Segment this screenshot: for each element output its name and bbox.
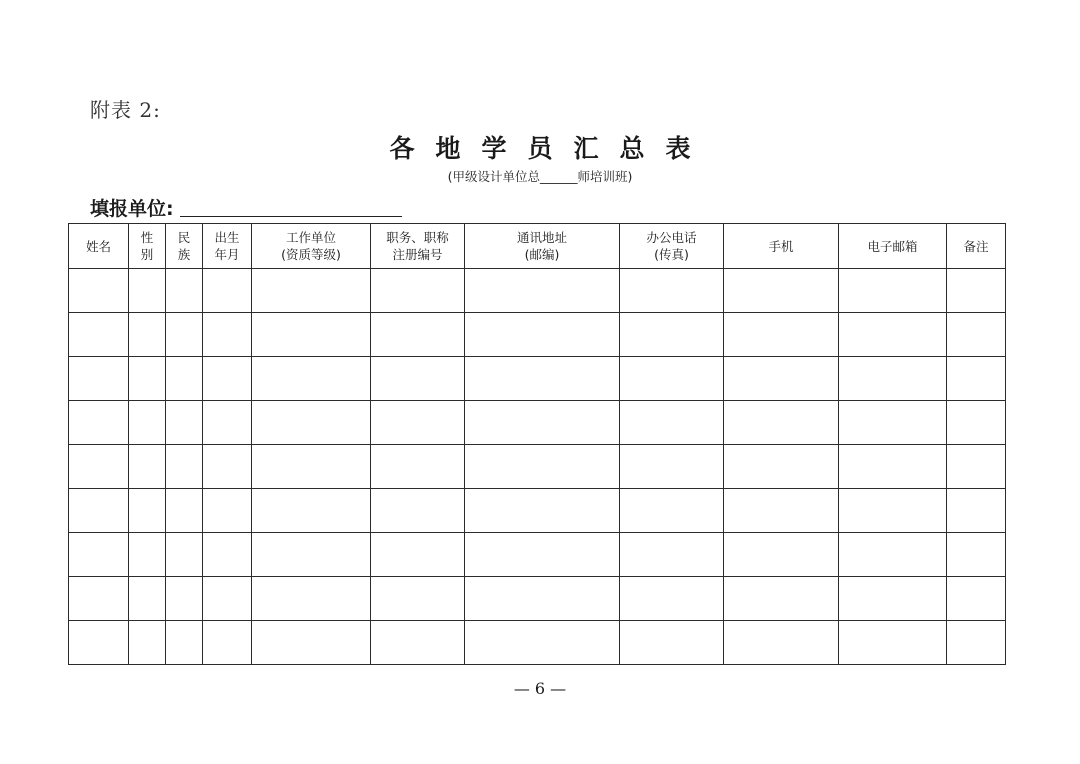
table-cell (203, 445, 252, 489)
header-cell: 通讯地址 (邮编) (465, 224, 620, 269)
reporting-unit-label: 填报单位: (90, 198, 174, 220)
table-cell (947, 621, 1006, 665)
table-cell (839, 577, 947, 621)
table-cell (166, 313, 203, 357)
table-cell (166, 357, 203, 401)
table-cell (465, 313, 620, 357)
table-row (69, 445, 1006, 489)
table-cell (465, 577, 620, 621)
table-cell (166, 489, 203, 533)
table-cell (947, 445, 1006, 489)
table-cell (203, 269, 252, 313)
table-cell (69, 269, 129, 313)
table-cell (252, 313, 371, 357)
table-cell (252, 357, 371, 401)
table-cell (839, 313, 947, 357)
table-cell (129, 577, 166, 621)
table-cell (203, 577, 252, 621)
header-cell: 民 族 (166, 224, 203, 269)
table-cell (69, 445, 129, 489)
table-cell (620, 621, 724, 665)
table-cell (129, 357, 166, 401)
table-cell (371, 577, 465, 621)
table-row (69, 401, 1006, 445)
table-cell (129, 401, 166, 445)
table-cell (69, 533, 129, 577)
table-cell (724, 401, 839, 445)
header-cell: 电子邮箱 (839, 224, 947, 269)
table-cell (203, 313, 252, 357)
table-cell (252, 445, 371, 489)
table-cell (166, 533, 203, 577)
table-cell (69, 357, 129, 401)
table-cell (371, 357, 465, 401)
table-cell (129, 533, 166, 577)
table-cell (465, 269, 620, 313)
table-cell (839, 357, 947, 401)
table-cell (371, 445, 465, 489)
header-cell: 手机 (724, 224, 839, 269)
table-cell (724, 533, 839, 577)
page-title: 各地学员汇总表 (389, 134, 712, 163)
table-cell (69, 621, 129, 665)
table-cell (203, 357, 252, 401)
table-row (69, 489, 1006, 533)
table-cell (947, 577, 1006, 621)
table-cell (620, 269, 724, 313)
table-cell (69, 313, 129, 357)
table-row (69, 533, 1006, 577)
table-cell (371, 489, 465, 533)
table-cell (724, 357, 839, 401)
table-cell (166, 621, 203, 665)
table-cell (947, 401, 1006, 445)
table-cell (129, 489, 166, 533)
table-cell (620, 577, 724, 621)
table-cell (620, 445, 724, 489)
table-row (69, 621, 1006, 665)
table-cell (252, 489, 371, 533)
table-row (69, 269, 1006, 313)
table-cell (371, 269, 465, 313)
table-cell (839, 269, 947, 313)
page-subtitle: (甲级设计单位总______师培训班) (447, 169, 633, 184)
header-cell: 备注 (947, 224, 1006, 269)
table-cell (371, 533, 465, 577)
table-cell (371, 401, 465, 445)
table-row (69, 577, 1006, 621)
table-cell (166, 445, 203, 489)
table-cell (371, 621, 465, 665)
table-cell (620, 489, 724, 533)
table-cell (129, 313, 166, 357)
table-cell (839, 445, 947, 489)
table-cell (465, 489, 620, 533)
table-cell (465, 401, 620, 445)
table-cell (166, 269, 203, 313)
table-cell (465, 357, 620, 401)
table-cell (839, 489, 947, 533)
table-cell (252, 401, 371, 445)
page-number: — 6 — (513, 679, 567, 698)
header-cell: 工作单位 (资质等级) (252, 224, 371, 269)
header-cell: 出生 年月 (203, 224, 252, 269)
table-cell (166, 577, 203, 621)
table-cell (252, 621, 371, 665)
table-cell (203, 401, 252, 445)
table-cell (724, 577, 839, 621)
table-cell (371, 313, 465, 357)
table-cell (252, 269, 371, 313)
table-cell (947, 357, 1006, 401)
table-row (69, 357, 1006, 401)
table-header-row (69, 224, 1006, 269)
reporting-unit-blank-line (180, 196, 402, 217)
header-cell: 性 别 (129, 224, 166, 269)
table-cell (465, 445, 620, 489)
table-cell (465, 533, 620, 577)
table-cell (620, 401, 724, 445)
header-cell: 办公电话 (传真) (620, 224, 724, 269)
table-cell (620, 357, 724, 401)
header-cell: 姓名 (69, 224, 129, 269)
header-cell: 职务、职称 注册编号 (371, 224, 465, 269)
table-cell (465, 621, 620, 665)
table-cell (69, 401, 129, 445)
table-cell (203, 489, 252, 533)
trainee-summary-table (68, 223, 1006, 665)
table-cell (129, 445, 166, 489)
table-cell (724, 445, 839, 489)
table-cell (947, 269, 1006, 313)
table-cell (69, 577, 129, 621)
table-cell (69, 489, 129, 533)
table-cell (203, 621, 252, 665)
table-cell (839, 533, 947, 577)
table-cell (947, 533, 1006, 577)
table-cell (620, 313, 724, 357)
reporting-unit-row (90, 194, 402, 221)
table-cell (129, 621, 166, 665)
table-cell (129, 269, 166, 313)
table-cell (724, 489, 839, 533)
table-cell (620, 533, 724, 577)
table-cell (203, 533, 252, 577)
table-cell (724, 621, 839, 665)
appendix-label: 附表 2: (90, 98, 161, 122)
table-cell (724, 269, 839, 313)
table-cell (947, 489, 1006, 533)
table-cell (252, 577, 371, 621)
table-cell (166, 401, 203, 445)
table-cell (252, 533, 371, 577)
table-cell (724, 313, 839, 357)
table-cell (839, 401, 947, 445)
table-row (69, 313, 1006, 357)
table-cell (947, 313, 1006, 357)
table-cell (839, 621, 947, 665)
